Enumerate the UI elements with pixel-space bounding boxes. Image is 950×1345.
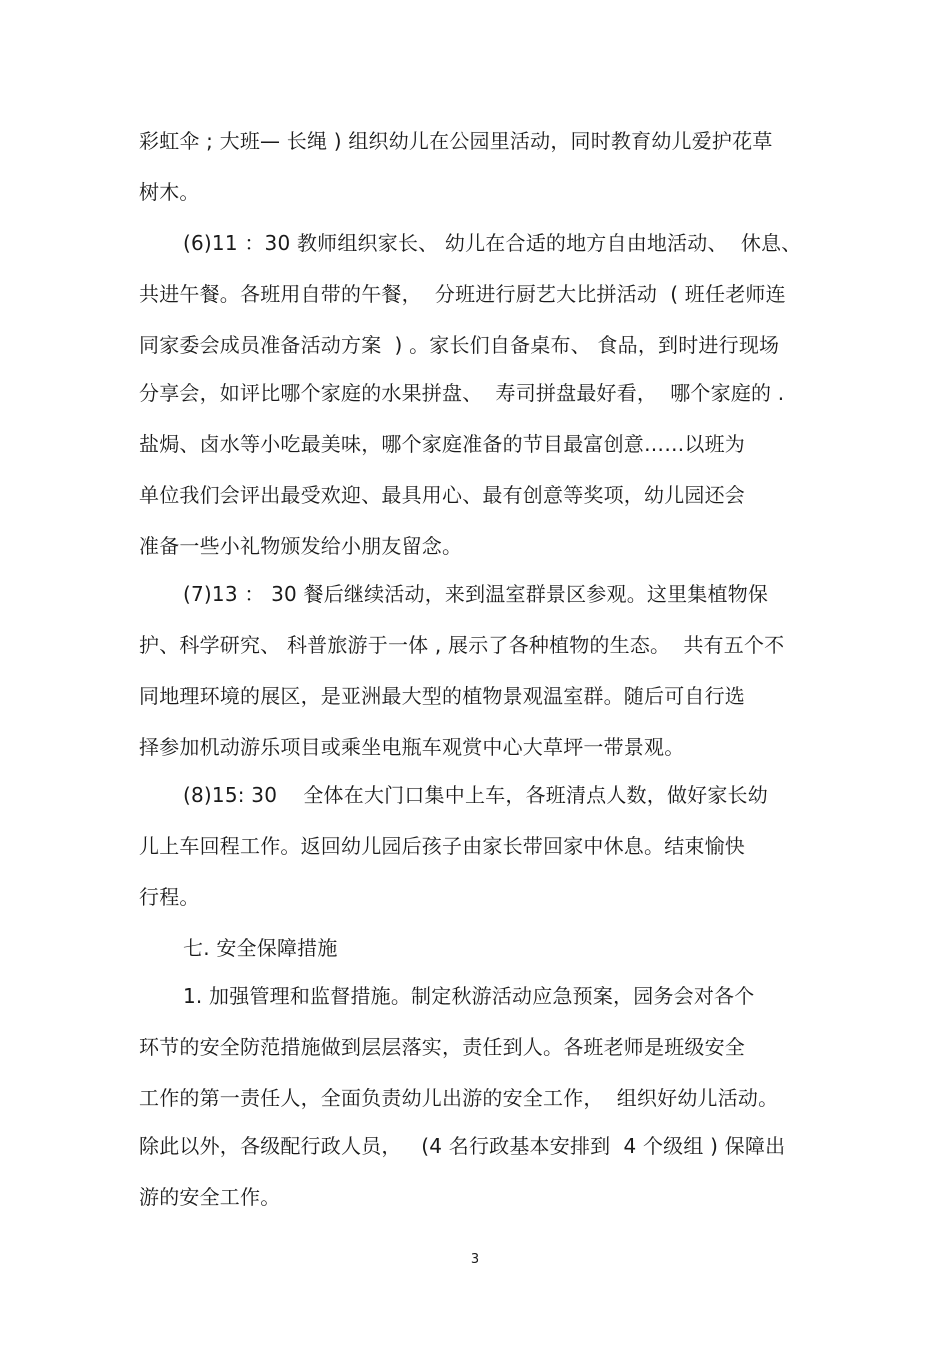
text-line: 准备一些小礼物颁发给小朋友留念。 [139,534,463,558]
text-line: 游的安全工作。 [139,1185,281,1209]
paragraph-start-1: 1. 加强管理和监督措施。制定秋游活动应急预案，园务会对各个 [183,984,755,1008]
section-heading-safety: 七. 安全保障措施 [183,936,338,960]
page-number: 3 [470,1252,480,1267]
text-line: 同家委会成员准备活动方案 ) 。家长们自备桌布、 食品，到时进行现场 [139,333,780,357]
text-line: 行程。 [139,885,200,909]
text-line: 儿上车回程工作。返回幼儿园后孩子由家长带回家中休息。结束愉快 [139,834,745,858]
text-line: 分享会，如评比哪个家庭的水果拼盘、 寿司拼盘最好看， 哪个家庭的 . [139,381,785,405]
text-line: 工作的第一责任人，全面负责幼儿出游的安全工作， 组织好幼儿活动。 [139,1086,779,1110]
paragraph-start-6: (6)11 ：30 教师组织家长、 幼儿在合适的地方自由地活动、 休息、 [183,231,802,255]
text-line: 护、科学研究、 科普旅游于一体 , 展示了各种植物的生态。 共有五个不 [139,633,785,657]
text-line: 盐焗、卤水等小吃最美味，哪个家庭准备的节目最富创意……以班为 [139,432,745,456]
text-line: 择参加机动游乐项目或乘坐电瓶车观赏中心大草坪一带景观。 [139,735,685,759]
text-line: 彩虹伞 ; 大班— 长绳 ) 组织幼儿在公园里活动，同时教育幼儿爱护花草 [139,129,773,153]
paragraph-start-8: (8)15: 30 全体在大门口集中上车，各班清点人数，做好家长幼 [183,783,768,807]
paragraph-start-7: (7)13 ： 30 餐后继续活动，来到温室群景区参观。这里集植物保 [183,582,769,606]
text-line: 环节的安全防范措施做到层层落实，责任到人。各班老师是班级安全 [139,1035,745,1059]
text-line: 除此以外，各级配行政人员， (4 名行政基本安排到 4 个级组 ) 保障出 [139,1134,786,1158]
text-line: 共进午餐。各班用自带的午餐， 分班进行厨艺大比拼活动 ( 班任老师连 [139,282,786,306]
text-line: 树木。 [139,180,200,204]
text-line: 同地理环境的展区，是亚洲最大型的植物景观温室群。随后可自行选 [139,684,745,708]
text-line: 单位我们会评出最受欢迎、最具用心、最有创意等奖项，幼儿园还会 [139,483,745,507]
